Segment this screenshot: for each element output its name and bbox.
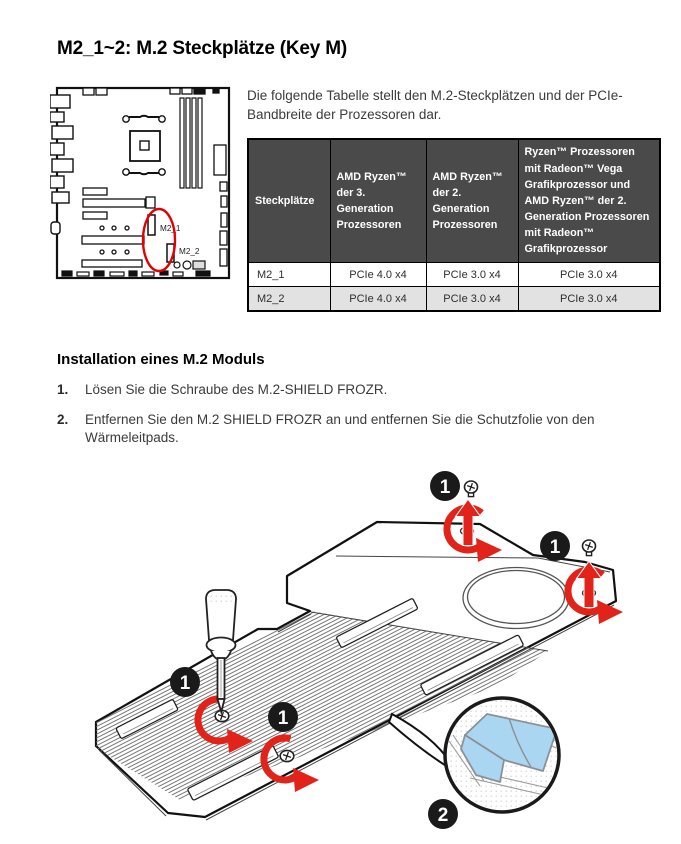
step-text: Lösen Sie die Schraube des M.2-SHIELD FROZR. bbox=[85, 382, 388, 397]
header-row bbox=[248, 139, 660, 263]
step-badge bbox=[268, 702, 298, 732]
step-number: 1. bbox=[57, 382, 69, 397]
value-cell: PCIe 4.0 x4 bbox=[330, 287, 426, 312]
svg-text:1: 1 bbox=[549, 537, 561, 558]
svg-text:1: 1 bbox=[439, 477, 451, 498]
value-cell: PCIe 3.0 x4 bbox=[426, 287, 518, 312]
bandwidth-table bbox=[247, 138, 661, 312]
step-badge bbox=[428, 799, 458, 829]
page-title: M2_1~2: M.2 Steckplätze (Key M) bbox=[57, 38, 347, 59]
m2-2-label: M2_2 bbox=[179, 247, 200, 256]
thermal-pad-magnifier bbox=[445, 698, 559, 812]
column-header-slots: Steckplätze bbox=[248, 139, 330, 263]
value-cell: PCIe 3.0 x4 bbox=[426, 263, 518, 287]
table-row-m2-2 bbox=[248, 287, 660, 312]
step-text: Entfernen Sie den M.2 SHIELD FROZR an und entfernen Sie die Schutzfolie von den Wärmeleitpads. bbox=[85, 411, 595, 445]
intro-paragraph: Die folgende Tabelle stellt den M.2-Steckplätzen und der PCIe-Bandbreite der Prozessoren dar. bbox=[247, 88, 623, 122]
installation-steps bbox=[57, 381, 602, 459]
screw-icon bbox=[465, 481, 478, 497]
step-badge bbox=[170, 667, 200, 697]
column-header-ryzen-vega: Ryzen™ Prozessoren mit Radeon™ Vega Grafikprozessor und AMD Ryzen™ der 2. Generation Prozessoren mit Radeon™ Grafikprozessor bbox=[518, 139, 660, 263]
svg-text:1: 1 bbox=[179, 673, 191, 694]
table-row-m2-1 bbox=[248, 263, 660, 287]
step-number: 2. bbox=[57, 411, 69, 427]
value-cell: PCIe 3.0 x4 bbox=[518, 263, 660, 287]
value-cell: PCIe 4.0 x4 bbox=[330, 263, 426, 287]
m2-1-label: M2_1 bbox=[160, 224, 181, 233]
screw-icon bbox=[583, 540, 596, 556]
step-2 bbox=[57, 411, 602, 448]
step-1 bbox=[57, 381, 602, 400]
shield-frozr-illustration bbox=[0, 450, 681, 844]
step-badge bbox=[430, 471, 460, 501]
svg-text:1: 1 bbox=[277, 708, 289, 729]
screw-icon bbox=[280, 750, 294, 761]
slot-cell: M2_1 bbox=[248, 263, 330, 287]
step-badge bbox=[540, 531, 570, 561]
svg-text:2: 2 bbox=[437, 805, 449, 826]
value-cell: PCIe 3.0 x4 bbox=[518, 287, 660, 312]
column-header-ryzen3: AMD Ryzen™ der 3. Generation Prozessoren bbox=[330, 139, 426, 263]
installation-heading: Installation eines M.2 Moduls bbox=[57, 351, 265, 368]
motherboard-diagram bbox=[50, 85, 240, 285]
slot-cell: M2_2 bbox=[248, 287, 330, 312]
column-header-ryzen2: AMD Ryzen™ der 2. Generation Prozessoren bbox=[426, 139, 518, 263]
